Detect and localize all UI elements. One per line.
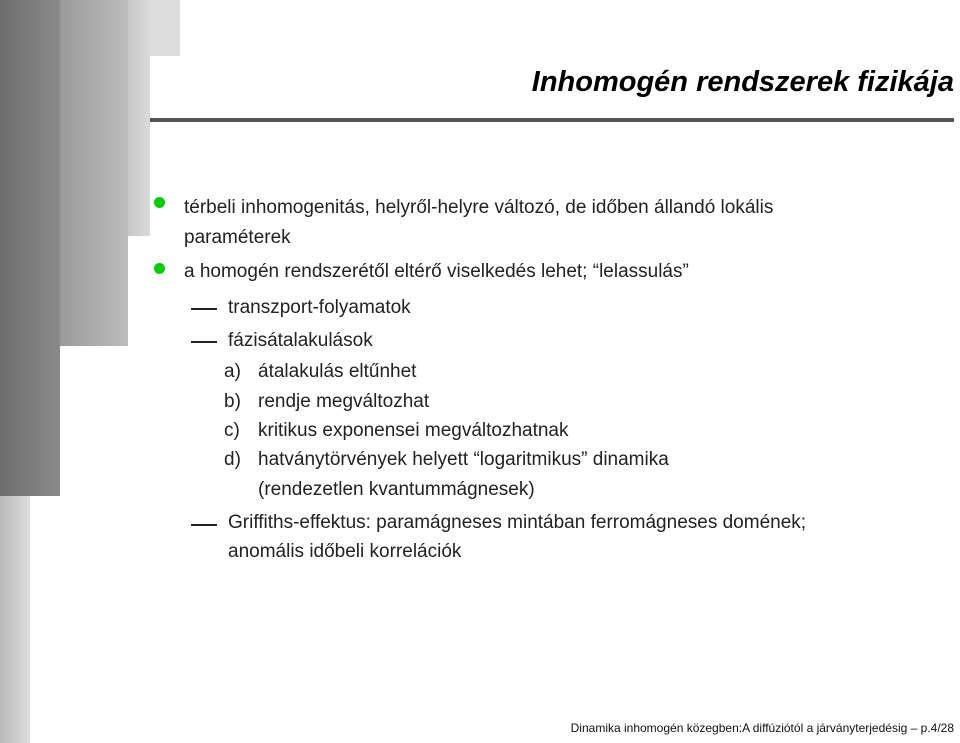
title-rule bbox=[150, 118, 954, 122]
bullet-dot bbox=[154, 197, 165, 208]
griffiths-text: Griffiths-effektus: paramágneses mintában ferromágneses domének; bbox=[228, 512, 807, 533]
bullet-text: térbeli inhomogenitás, helyről-helyre változó, de időben állandó lokális bbox=[184, 197, 774, 218]
dash-item: fázisátalakulások bbox=[228, 330, 373, 351]
sub-item-text: kritikus exponensei megváltozhatnak bbox=[258, 420, 569, 441]
sub-item-continuation: (rendezetlen kvantummágnesek) bbox=[258, 479, 535, 500]
dash-marker bbox=[191, 341, 217, 343]
sub-item-marker: c) bbox=[224, 420, 240, 441]
griffiths-text-continued: anomális időbeli korrelációk bbox=[228, 541, 462, 562]
sub-item-text: hatványtörvények helyett “logaritmikus” dinamika bbox=[258, 449, 669, 470]
sub-item-marker: d) bbox=[224, 449, 241, 470]
bullet-text-continued: paraméterek bbox=[184, 227, 291, 248]
footer: Dinamika inhomogén közegben:A diffúziótól a járványterjedésig – p.4/28 bbox=[570, 721, 954, 735]
sub-item-text: rendje megváltozhat bbox=[258, 391, 430, 412]
page-title: Inhomogén rendszerek fizikája bbox=[531, 66, 954, 98]
sub-item-text: átalakulás eltűnhet bbox=[258, 361, 417, 382]
dash-marker bbox=[191, 308, 217, 310]
decor-bar-3 bbox=[60, 0, 128, 346]
bullet-text: a homogén rendszerétől eltérő viselkedés lehet; “lelassulás” bbox=[184, 261, 689, 282]
bullet-dot bbox=[154, 263, 165, 274]
decor-bar-5 bbox=[150, 0, 180, 56]
decor-bar-1 bbox=[0, 0, 60, 496]
dash-marker bbox=[191, 524, 217, 526]
sub-item-marker: b) bbox=[224, 391, 241, 412]
sub-item-marker: a) bbox=[224, 361, 241, 382]
decor-bar-2 bbox=[0, 496, 30, 743]
decor-bar-4 bbox=[128, 0, 150, 236]
dash-item: transzport-folyamatok bbox=[228, 297, 411, 318]
